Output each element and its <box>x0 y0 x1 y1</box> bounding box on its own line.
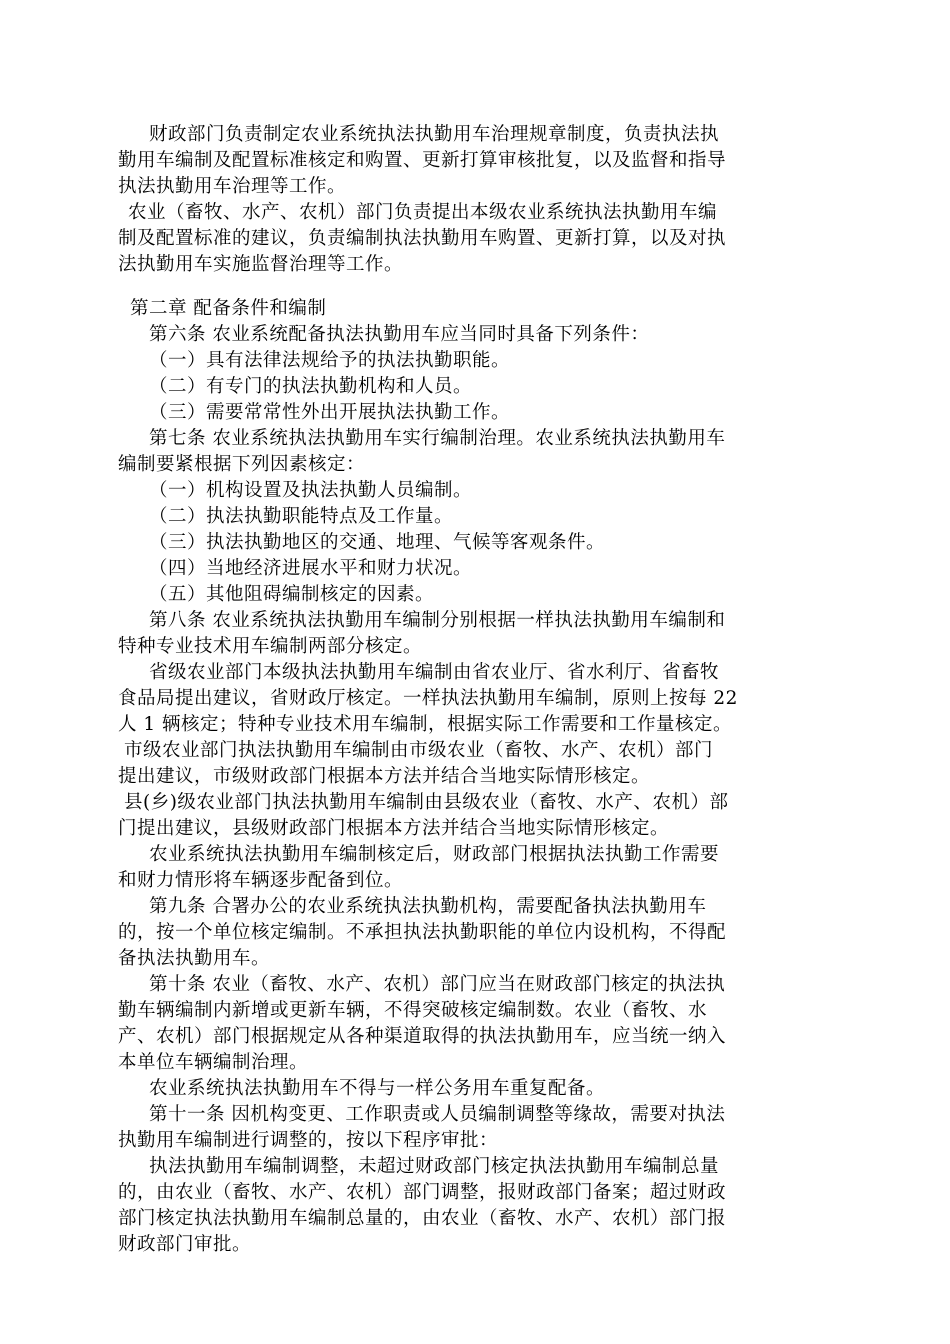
article-line: 第十一条 因机构变更、工作职责或人员编制调整等缘故，需要对执法 <box>149 1104 726 1125</box>
article-line: 第九条 合署办公的农业系统执法执勤机构，需要配备执法执勤用车 <box>149 896 707 917</box>
list-item: （三）需要常常性外出开展执法执勤工作。 <box>149 402 511 423</box>
paragraph-line: 法执勤用车实施监督治理等工作。 <box>118 254 404 275</box>
paragraph-line: 和财力情形将车辆逐步配备到位。 <box>118 870 404 891</box>
paragraph-line: 农业系统执法执勤用车不得与一样公务用车重复配备。 <box>149 1078 606 1099</box>
paragraph-line: 省级农业部门本级执法执勤用车编制由省农业厅、省水利厅、省畜牧 <box>149 662 720 683</box>
list-item: （五）其他阻碍编制核定的因素。 <box>149 584 435 605</box>
article-line: 第十条 农业（畜牧、水产、农机）部门应当在财政部门核定的执法执 <box>149 974 726 995</box>
paragraph-line: 编制要紧根据下列因素核定： <box>118 454 366 475</box>
list-item: （二）执法执勤职能特点及工作量。 <box>149 506 454 527</box>
paragraph-line: 本单位车辆编制治理。 <box>118 1052 309 1073</box>
paragraph-line: 备执法执勤用车。 <box>118 948 271 969</box>
list-item: （二）有专门的执法执勤机构和人员。 <box>149 376 473 397</box>
list-item: （一）具有法律法规给予的执法执勤职能。 <box>149 350 511 371</box>
paragraph-line: 执法执勤用车编制调整，未超过财政部门核定执法执勤用车编制总量 <box>149 1156 720 1177</box>
paragraph-line: 财政部门负责制定农业系统执法执勤用车治理规章制度，负责执法执 <box>149 124 720 145</box>
article-line: 第六条 农业系统配备执法执勤用车应当同时具备下列条件： <box>149 324 650 345</box>
list-item: （一）机构设置及执法执勤人员编制。 <box>149 480 473 501</box>
article-line: 第七条 农业系统执法执勤用车实行编制治理。农业系统执法执勤用车 <box>149 428 726 449</box>
paragraph-line: 执法执勤用车治理等工作。 <box>118 176 347 197</box>
paragraph-line: 人 1 辆核定；特种专业技术用车编制，根据实际工作需要和工作量核定。 <box>118 714 733 735</box>
paragraph-line: 的，按一个单位核定编制。不承担执法执勤职能的单位内设机构，不得配 <box>118 922 727 943</box>
paragraph-line: 市级农业部门执法执勤用车编制由市级农业（畜牧、水产、农机）部门 <box>124 740 714 761</box>
paragraph-line: 农业（畜牧、水产、农机）部门负责提出本级农业系统执法执勤用车编 <box>128 202 718 223</box>
paragraph-line: 制及配置标准的建议，负责编制执法执勤用车购置、更新打算，以及对执 <box>118 228 727 249</box>
paragraph-line: 提出建议，市级财政部门根据本方法并结合当地实际情形核定。 <box>118 766 651 787</box>
paragraph-line: 执勤用车编制进行调整的，按以下程序审批： <box>118 1130 499 1151</box>
paragraph-line: 勤用车编制及配置标准核定和购置、更新打算审核批复，以及监督和指导 <box>118 150 727 171</box>
article-line: 第八条 农业系统执法执勤用车编制分别根据一样执法执勤用车编制和 <box>149 610 726 631</box>
list-item: （三）执法执勤地区的交通、地理、气候等客观条件。 <box>149 532 606 553</box>
paragraph-line: 门提出建议，县级财政部门根据本方法并结合当地实际情形核定。 <box>118 818 670 839</box>
paragraph-line: 部门核定执法执勤用车编制总量的，由农业（畜牧、水产、农机）部门报 <box>118 1208 727 1229</box>
paragraph-line: 的，由农业（畜牧、水产、农机）部门调整，报财政部门备案；超过财政 <box>118 1182 727 1203</box>
paragraph-line: 产、农机）部门根据规定从各种渠道取得的执法执勤用车，应当统一纳入 <box>118 1026 727 1047</box>
chapter-heading: 第二章 配备条件和编制 <box>130 298 327 319</box>
paragraph-line: 县(乡)级农业部门执法执勤用车编制由县级农业（畜牧、水产、农机）部 <box>124 792 729 813</box>
paragraph-line: 农业系统执法执勤用车编制核定后，财政部门根据执法执勤工作需要 <box>149 844 720 865</box>
list-item: （四）当地经济进展水平和财力状况。 <box>149 558 473 579</box>
paragraph-line: 财政部门审批。 <box>118 1234 252 1255</box>
paragraph-line: 食品局提出建议，省财政厅核定。一样执法执勤用车编制，原则上按每 22 <box>118 688 738 709</box>
paragraph-line: 勤车辆编制内新增或更新车辆，不得突破核定编制数。农业（畜牧、水 <box>118 1000 708 1021</box>
paragraph-line: 特种专业技术用车编制两部分核定。 <box>118 636 423 657</box>
